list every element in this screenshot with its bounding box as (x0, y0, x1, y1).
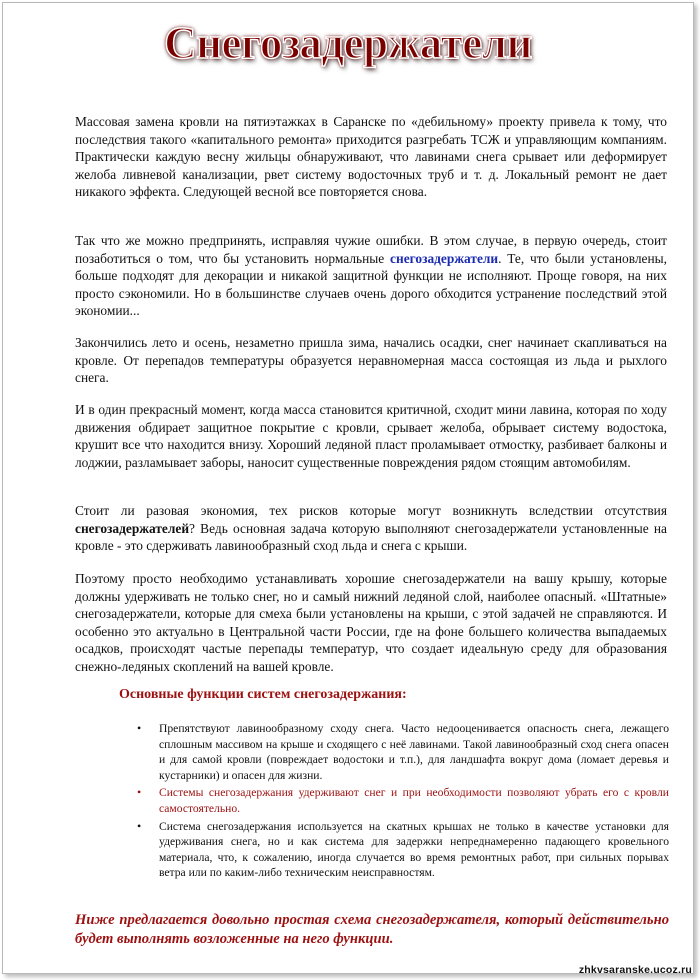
list-item (123, 785, 669, 816)
paragraph-solution-before: Так что же можно предпринять, исправляя чужие ошибки. В этом случае, в первую очередь, стоит позаботиться о том, что бы установить нормальные (75, 233, 667, 266)
bullet-icon: • (137, 721, 142, 735)
paragraph-intro-text: Массовая замена кровли на пятиэтажках в Саранске по «дебильному» проекту привела к тому, что последствия такого «капитального ремонта» приходится разгребать ТСЖ и управляющим компаниям. Практически каждую весну жильцы обнаруживают, что лавинами снега срывает или деформирует желоба ливневой канализации, рвет систему водосточных труб и т. д. Локальный ремонт не дает никакого эффекта. Следующей весной все повторяется снова. (75, 114, 667, 200)
functions-list (123, 721, 669, 883)
page-title: Снегозадержатели (164, 18, 532, 68)
bullet-icon: • (137, 818, 142, 833)
paragraph-intro (75, 113, 667, 201)
paragraph-question-after: ? Ведь основная задача которую выполняют снегозадержатели установленные на кровле - это сдерживать лавинообразный сход льда и снега с крыши. (75, 520, 667, 554)
bullet-icon: • (137, 785, 142, 800)
paragraph-winter (75, 334, 667, 387)
paragraph-question-before: Стоит ли разовая экономия, тех рисков которые могут возникнуть вследствии отсутствия (75, 503, 667, 518)
keyword-snow-guards-bold: снегозадержателей (75, 520, 190, 536)
paragraph-recommendation (75, 570, 667, 676)
paragraph-winter-text: Закончились лето и осень, незаметно пришла зима, начались осадки, снег начинает скапливаться на кровле. От перепадов температуры образуется неравномерная масса состоящая из льда и рыхлого снега. (75, 335, 667, 386)
list-item-text: Система снегозадержания используется на скатных крышах не только в качестве установки для удерживания снега, но и как система для задержки непреднамеренно падающего кровельного материала, что, к сожалению, иногда случается во время ремонтных работ, при сильных порывах ветра или по каким-либо техническим неисправностям. (159, 819, 669, 880)
paragraph-question (75, 502, 667, 555)
paragraph-solution-after: . Те, что были установлены, больше подходят для декорации и никакой защитной функции не исполняют. Проще говоря, на них просто сэкономили. Но в большинстве случаев очень дорого обходится устранение последствий этой экономии... (75, 250, 668, 319)
document-page (2, 2, 694, 974)
paragraph-solution (75, 232, 667, 320)
list-item-text: Системы снегозадержания удерживают снег и при необходимости позволяют убрать его с кровли самостоятельно. (159, 786, 669, 815)
list-item (123, 721, 669, 783)
list-item (123, 819, 669, 881)
site-watermark: zhkvsaranske.ucoz.ru (578, 964, 692, 976)
paragraph-recommendation-text: Поэтому просто необходимо устанавливать хорошие снегозадержатели на вашу крышу, которые должны удерживать не только снег, но и самый нижний ледяной слой, наиболее опасный. «Штатные» снегозадержатели, которые для смеха были установлены на крыши, с этой задачей не справляются. И особенно это актуально в Центральной части России, где на фоне большего количества выпадаемых осадков, происходят частые перепады температур, что создает идеальную среду для образования снежно-ледяных скоплений на вашей кровле. (75, 571, 667, 674)
paragraph-question-text (75, 502, 667, 555)
keyword-snow-guards-link[interactable]: снегозадержатели (390, 250, 499, 266)
paragraph-solution-text (75, 232, 667, 320)
closing-paragraph: Ниже предлагается довольно простая схема снегозадержателя, который действительно будет выполнять возложенные на него функции. (75, 912, 669, 947)
paragraph-avalanche (75, 401, 667, 471)
functions-heading: Основные функции систем снегозадержания: (119, 687, 407, 702)
paragraph-avalanche-text: И в один прекрасный момент, когда масса становится критичной, сходит мини лавина, которая по ходу движения обдирает защитное покрытие с кровли, срывает желоба, обрывает систему водостока, крушит все что находится внизу. Хороший ледяной пласт проламывает отмостку, разбивает балконы и лоджии, разламывает заборы, наносит существенные повреждения рядом стоящим автомобилям. (75, 402, 667, 470)
list-item-text: Препятствуют лавинообразному сходу снега. Часто недооценивается опасность снега, лежащего сплошным массивом на крыше и сходящего с неё лавинами. Такой лавинообразный сход снега опасен и для самой кровли (повреждает водостоки и т.п.), для ландшафта вокруг дома (ломает деревья и кустарники) и опасен для жизни. (159, 722, 669, 782)
